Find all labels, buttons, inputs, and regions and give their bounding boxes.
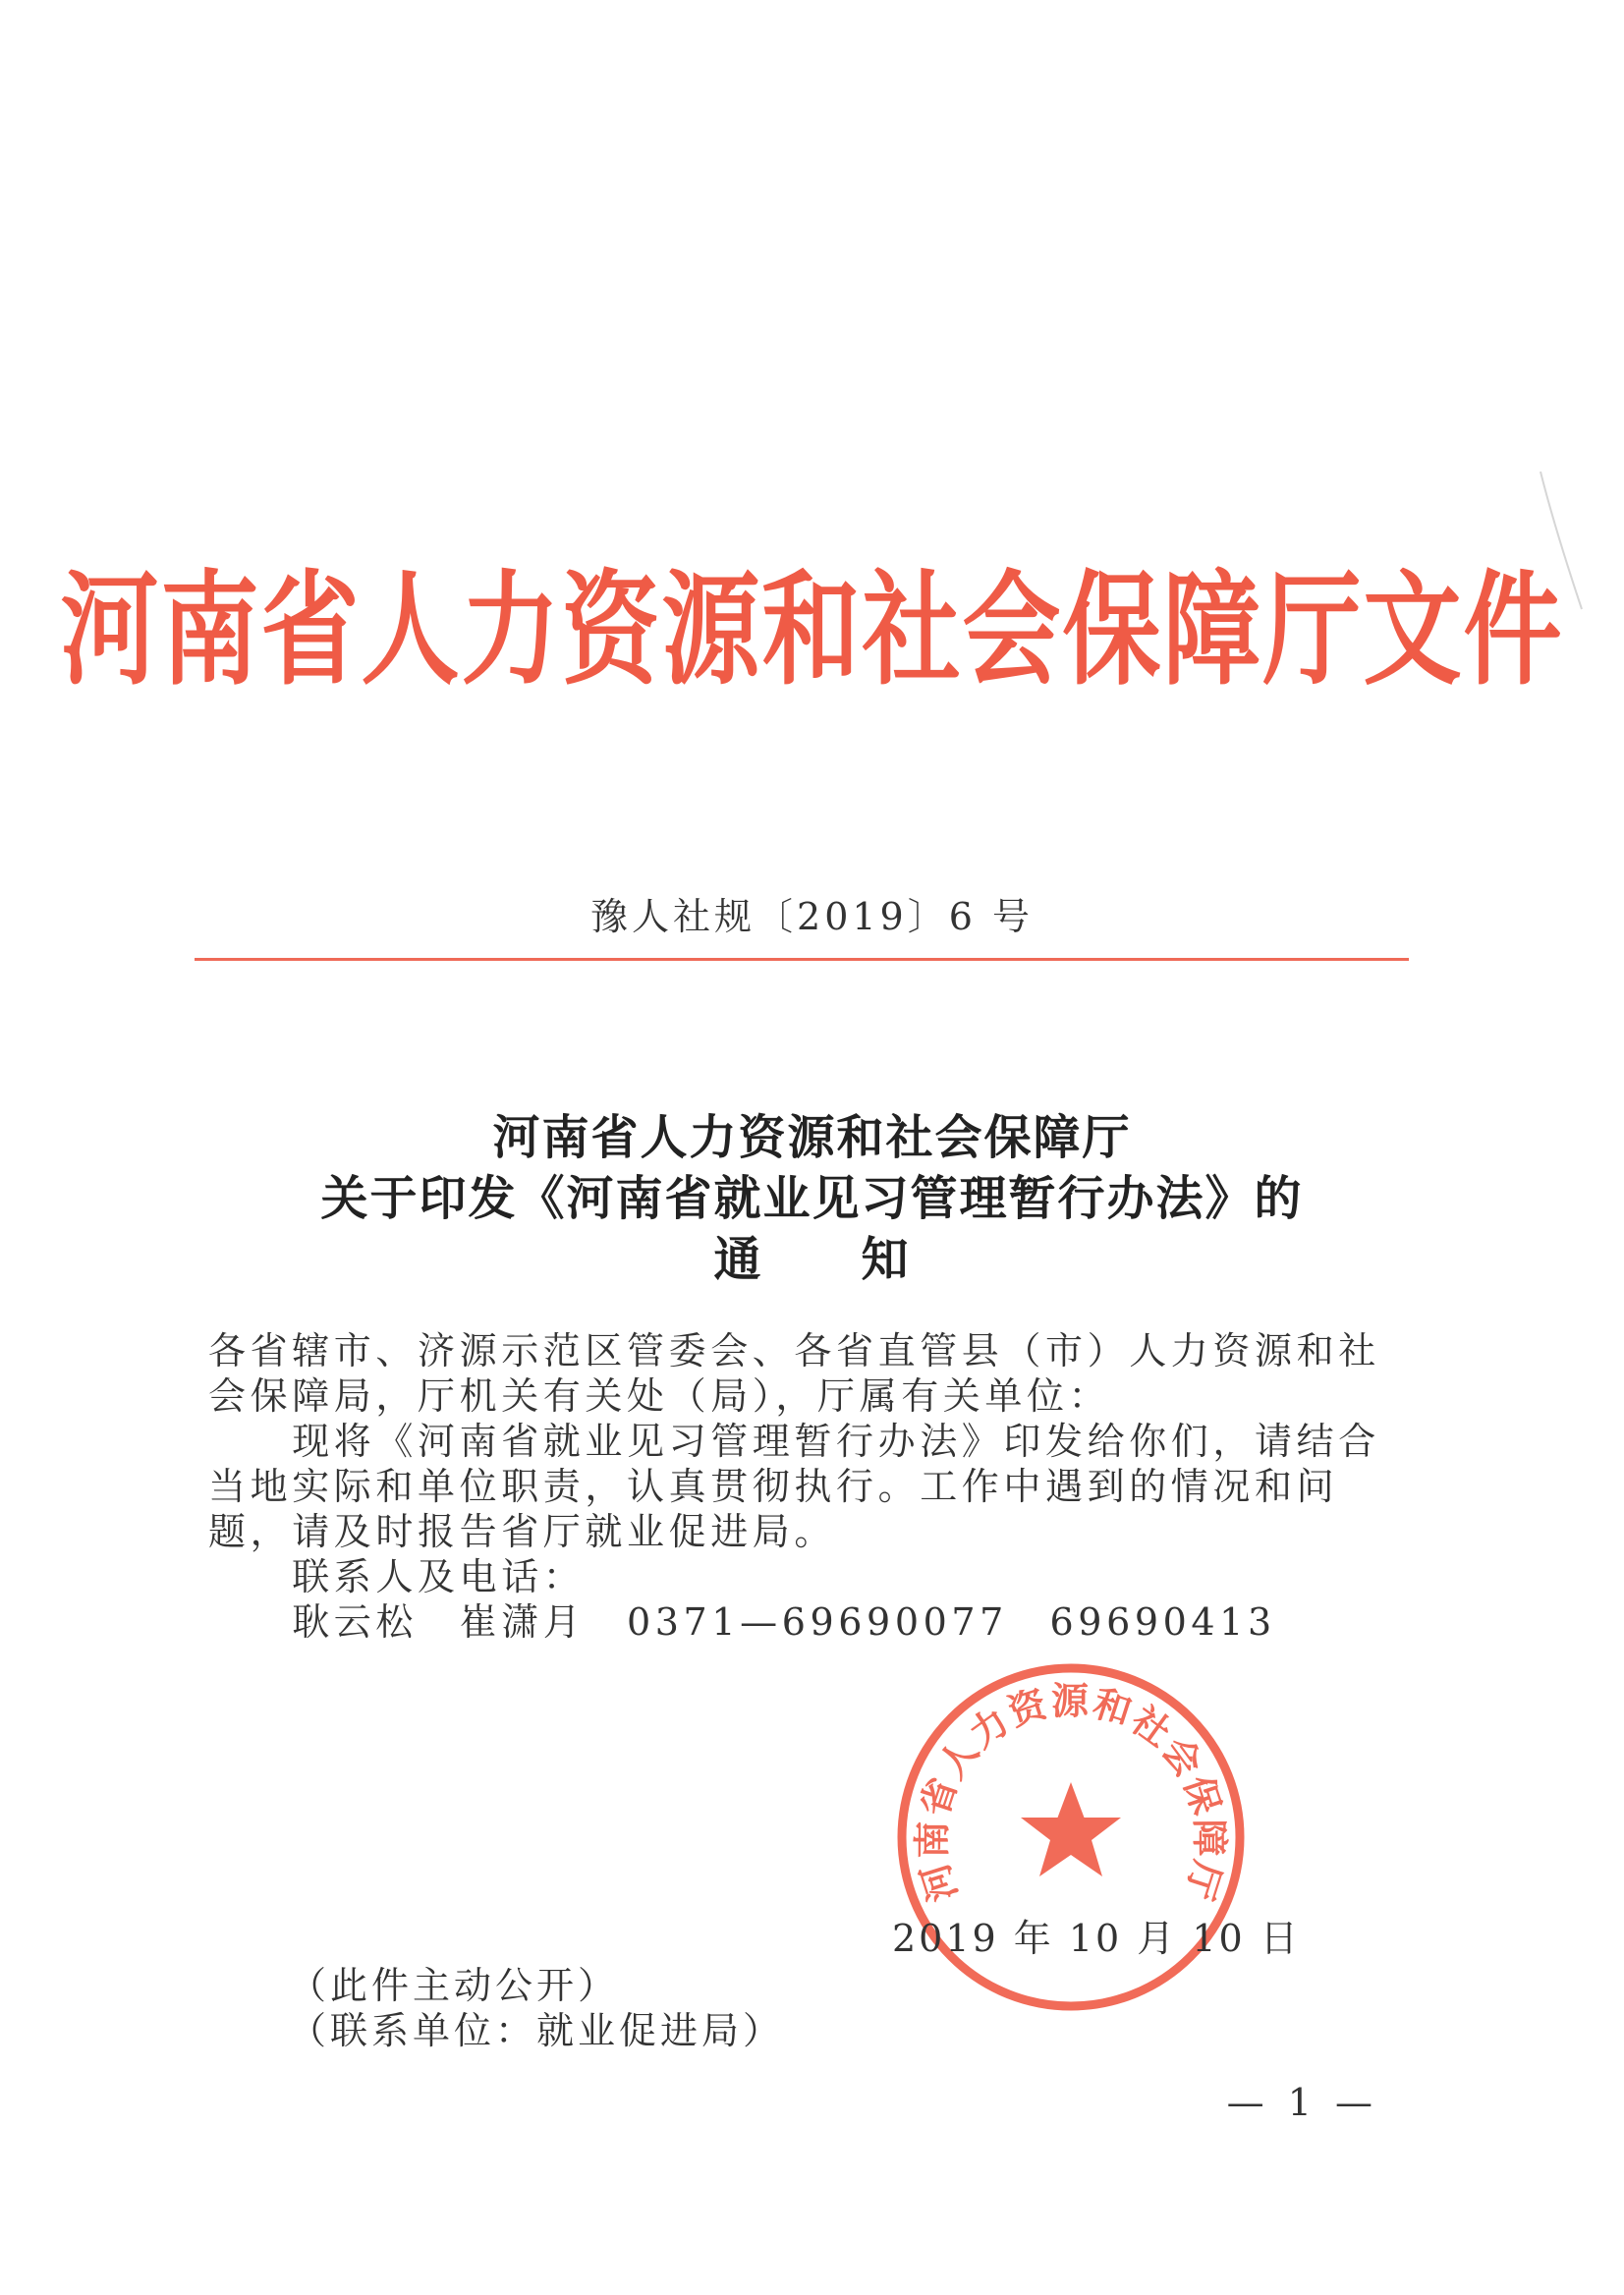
body-line: 当地实际和单位职责，认真贯彻执行。工作中遇到的情况和问	[208, 1465, 1339, 1508]
body-line: 耿云松 崔潇月 0371—69690077 69690413	[208, 1600, 1276, 1644]
contact-unit-note: （联系单位：就业促进局）	[289, 2009, 785, 2052]
star-icon	[1021, 1782, 1121, 1876]
body-line: 会保障局，厅机关有关处（局），厅属有关单位：	[208, 1374, 1111, 1418]
notice-title-line-2: 关于印发《河南省就业见习管理暂行办法》的	[320, 1171, 1304, 1226]
document-number: 豫人社规〔2019〕6 号	[590, 895, 1034, 938]
body-line: 现将《河南省就业见习管理暂行办法》印发给你们，请结合	[208, 1420, 1380, 1463]
notice-title-line-1: 河南省人力资源和社会保障厅	[492, 1110, 1132, 1165]
document-header-title: 河南省人力资源和社会保障厅文件	[60, 558, 1564, 702]
body-line: 各省辖市、济源示范区管委会、各省直管县（市）人力资源和社	[208, 1329, 1380, 1372]
page-number: — 1 —	[1226, 2081, 1378, 2124]
scan-artifact-mark	[1533, 462, 1592, 619]
header-red-divider	[195, 958, 1409, 961]
body-line: 题，请及时报告省厅就业促进局。	[208, 1510, 837, 1553]
notice-title-line-3: 通 知	[713, 1232, 911, 1287]
seal-text: 河南省人力资源和社会保障厅	[910, 1679, 1232, 1907]
official-seal	[894, 1660, 1248, 2014]
issue-date: 2019 年 10 月 10 日	[892, 1917, 1301, 1960]
body-line: 联系人及电话：	[208, 1555, 586, 1598]
disclosure-note: （此件主动公开）	[289, 1964, 620, 2007]
